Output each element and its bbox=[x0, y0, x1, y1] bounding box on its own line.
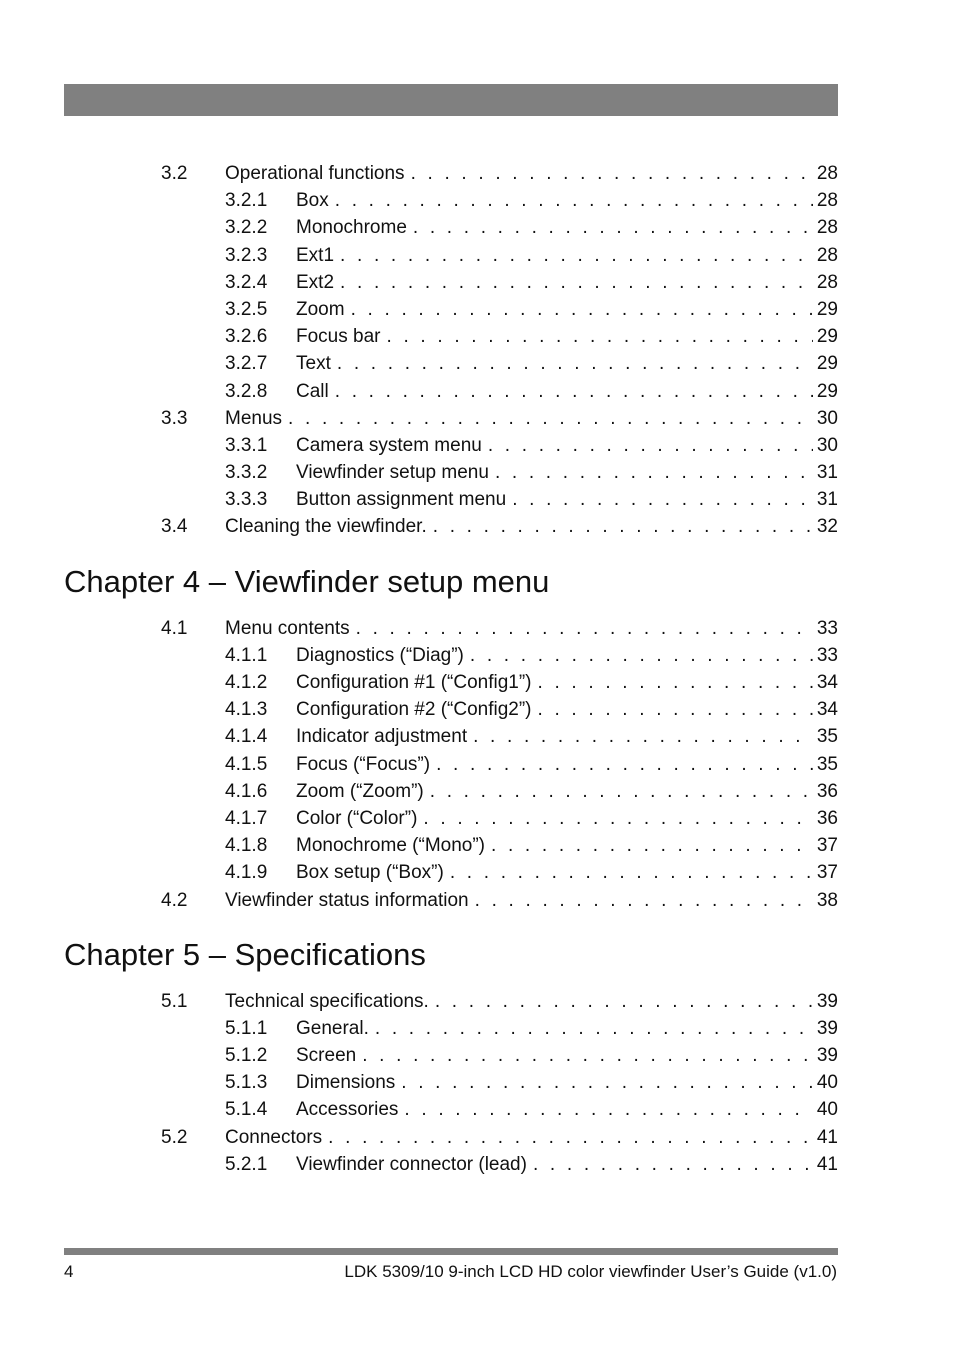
toc-entry-page-number: 37 bbox=[816, 862, 838, 884]
toc-entry-number: 4.1.9 bbox=[225, 862, 268, 884]
dot-leader bbox=[470, 642, 813, 669]
toc-entry-number: 3.2.1 bbox=[225, 190, 268, 212]
toc-entry-page-number: 29 bbox=[816, 298, 838, 320]
dot-leader bbox=[533, 1151, 813, 1178]
toc-subsection-entry[interactable] bbox=[64, 486, 838, 513]
toc-entry-page-number: 40 bbox=[816, 1099, 838, 1121]
toc-entry-number: 3.2.8 bbox=[225, 380, 268, 402]
toc-subsection-entry[interactable] bbox=[64, 723, 838, 750]
toc-subsection-entry[interactable] bbox=[64, 214, 838, 241]
dot-leader bbox=[512, 486, 813, 513]
toc-entry-number: 5.1.4 bbox=[225, 1099, 268, 1121]
dot-leader bbox=[328, 1124, 813, 1151]
toc-entry-page-number: 39 bbox=[816, 990, 838, 1012]
toc-subsection-entry[interactable] bbox=[64, 751, 838, 778]
toc-entry-page-number: 29 bbox=[816, 353, 838, 375]
toc-entry-title: Box bbox=[296, 190, 329, 212]
toc-entry-page-number: 39 bbox=[816, 1045, 838, 1067]
toc-entry-title: Diagnostics (“Diag”) bbox=[296, 644, 464, 666]
dot-leader bbox=[337, 350, 813, 377]
toc-entry-page-number: 31 bbox=[816, 489, 838, 511]
toc-entry-title: Operational functions bbox=[225, 163, 405, 184]
dot-leader bbox=[495, 459, 813, 486]
dot-leader bbox=[430, 778, 813, 805]
toc-entry-title: Viewfinder connector (lead) bbox=[296, 1153, 527, 1175]
toc-entry-number: 3.2.4 bbox=[225, 271, 268, 293]
toc-entry-number: 4.1 bbox=[161, 617, 188, 639]
toc-entry-number: 3.2.2 bbox=[225, 217, 268, 239]
dot-leader bbox=[488, 432, 813, 459]
toc-entry-title: Text bbox=[296, 353, 331, 375]
dot-leader bbox=[335, 378, 813, 405]
toc-entry-page-number: 36 bbox=[816, 807, 838, 829]
dot-leader bbox=[491, 832, 813, 859]
toc-entry-page-number: 38 bbox=[816, 889, 838, 911]
toc-entry-number: 3.4 bbox=[161, 516, 188, 538]
dot-leader bbox=[423, 805, 812, 832]
dot-leader bbox=[450, 859, 813, 886]
toc-entry-page-number: 29 bbox=[816, 326, 838, 348]
toc-entry-title: Screen bbox=[296, 1045, 357, 1067]
toc-subsection-entry[interactable] bbox=[64, 350, 838, 377]
toc-subsection-entry[interactable] bbox=[64, 642, 838, 669]
toc-section-entry[interactable] bbox=[64, 615, 838, 642]
toc-entry-number: 4.2 bbox=[161, 889, 188, 911]
toc-entry-number: 3.2.7 bbox=[225, 353, 268, 375]
toc-entry-page-number: 36 bbox=[816, 780, 838, 802]
toc-entry-number: 3.3.1 bbox=[225, 434, 268, 456]
toc-entry-number: 5.1.1 bbox=[225, 1017, 268, 1039]
toc-entry-number: 4.1.2 bbox=[225, 672, 268, 693]
toc-entry-page-number: 40 bbox=[816, 1072, 838, 1094]
toc-entry-page-number: 29 bbox=[816, 380, 838, 402]
toc-section-entry[interactable] bbox=[64, 405, 838, 432]
toc-entry-number: 5.1.2 bbox=[225, 1045, 268, 1067]
toc-entry-number: 3.2.6 bbox=[225, 326, 268, 348]
toc-subsection-entry[interactable] bbox=[64, 378, 838, 405]
dot-leader bbox=[411, 160, 813, 187]
toc-entry-page-number: 35 bbox=[816, 753, 838, 775]
toc-entry-number: 3.2.5 bbox=[225, 298, 268, 320]
toc-subsection-entry[interactable] bbox=[64, 432, 838, 459]
toc-subsection-entry[interactable] bbox=[64, 1151, 838, 1178]
dot-leader bbox=[538, 696, 813, 723]
table-of-contents bbox=[64, 160, 838, 1178]
toc-entry-number: 4.1.5 bbox=[225, 753, 268, 775]
toc-entry-title: General. bbox=[296, 1017, 369, 1039]
dot-leader bbox=[436, 751, 813, 778]
toc-section-entry[interactable] bbox=[64, 988, 838, 1015]
toc-entry-title: Configuration #2 (“Config2”) bbox=[296, 699, 532, 721]
toc-entry-page-number: 32 bbox=[816, 516, 838, 538]
toc-subsection-entry[interactable] bbox=[64, 859, 838, 886]
toc-section-entry[interactable] bbox=[64, 1124, 838, 1151]
toc-entry-title: Box setup (“Box”) bbox=[296, 862, 444, 884]
toc-entry-title: Color (“Color”) bbox=[296, 807, 418, 829]
chapter-heading: Chapter 5 – Specifications bbox=[64, 936, 426, 972]
footer-document-title: LDK 5309/10 9-inch LCD HD color viewfinder User’s Guide (v1.0) bbox=[344, 1262, 837, 1281]
toc-entry-page-number: 28 bbox=[816, 271, 838, 293]
dot-leader bbox=[362, 1042, 813, 1069]
toc-entry-number: 5.2.1 bbox=[225, 1153, 268, 1175]
dot-leader bbox=[288, 405, 813, 432]
toc-entry-number: 5.2 bbox=[161, 1126, 188, 1148]
toc-entry-number: 4.1.1 bbox=[225, 644, 268, 666]
toc-entry-page-number: 39 bbox=[816, 1017, 838, 1039]
toc-entry-page-number: 41 bbox=[816, 1126, 838, 1148]
toc-entry-title: Zoom (“Zoom”) bbox=[296, 780, 424, 802]
toc-entry-title: Accessories bbox=[296, 1099, 399, 1121]
toc-entry-page-number: 37 bbox=[816, 835, 838, 857]
toc-entry-number: 4.1.7 bbox=[225, 807, 268, 829]
toc-entry-number: 3.3 bbox=[161, 407, 188, 429]
toc-entry-number: 4.1.6 bbox=[225, 780, 268, 802]
toc-subsection-entry[interactable] bbox=[64, 1096, 838, 1123]
toc-entry-page-number: 35 bbox=[816, 726, 838, 748]
toc-subsection-entry[interactable] bbox=[64, 459, 838, 486]
toc-entry-title: Zoom bbox=[296, 298, 345, 320]
dot-leader bbox=[340, 269, 813, 296]
toc-entry-page-number: 30 bbox=[816, 434, 838, 456]
dot-leader bbox=[435, 988, 813, 1015]
header-band bbox=[64, 84, 838, 116]
toc-section-entry[interactable] bbox=[64, 160, 838, 187]
toc-entry-title: Connectors bbox=[225, 1126, 323, 1148]
toc-subsection-entry[interactable] bbox=[64, 296, 838, 323]
toc-entry-page-number: 41 bbox=[816, 1153, 838, 1175]
dot-leader bbox=[433, 513, 813, 540]
toc-entry-title: Viewfinder status information bbox=[225, 889, 469, 911]
toc-entry-page-number: 33 bbox=[816, 644, 838, 666]
dot-leader bbox=[401, 1069, 813, 1096]
dot-leader bbox=[475, 887, 813, 914]
toc-entry-title: Configuration #1 (“Config1”) bbox=[296, 672, 532, 693]
toc-entry-page-number: 34 bbox=[816, 672, 838, 693]
toc-entry-title: Viewfinder setup menu bbox=[296, 462, 489, 484]
toc-subsection-entry[interactable] bbox=[64, 269, 838, 296]
toc-subsection-entry[interactable] bbox=[64, 805, 838, 832]
toc-subsection-entry[interactable] bbox=[64, 696, 838, 723]
toc-entry-title: Dimensions bbox=[296, 1072, 396, 1094]
toc-entry-title: Focus (“Focus”) bbox=[296, 753, 431, 775]
toc-subsection-entry[interactable] bbox=[64, 669, 838, 696]
dot-leader bbox=[538, 669, 813, 696]
toc-entry-page-number: 30 bbox=[816, 407, 838, 429]
toc-entry-page-number: 34 bbox=[816, 699, 838, 721]
dot-leader bbox=[404, 1096, 812, 1123]
toc-entry-page-number: 28 bbox=[816, 217, 838, 239]
dot-leader bbox=[351, 296, 813, 323]
toc-entry-number: 4.1.8 bbox=[225, 835, 268, 857]
toc-entry-title: Cleaning the viewfinder. bbox=[225, 516, 427, 538]
dot-leader bbox=[386, 323, 812, 350]
dot-leader bbox=[335, 187, 813, 214]
toc-entry-title: Monochrome bbox=[296, 217, 407, 239]
toc-section-entry[interactable] bbox=[64, 887, 838, 914]
toc-entry-number: 3.3.2 bbox=[225, 462, 268, 484]
toc-subsection-entry[interactable] bbox=[64, 832, 838, 859]
toc-subsection-entry[interactable] bbox=[64, 1042, 838, 1069]
toc-entry-title: Button assignment menu bbox=[296, 489, 507, 511]
toc-entry-number: 3.2 bbox=[161, 163, 188, 184]
toc-entry-number: 3.2.3 bbox=[225, 244, 268, 266]
toc-entry-page-number: 28 bbox=[816, 190, 838, 212]
toc-entry-number: 4.1.3 bbox=[225, 699, 268, 721]
toc-subsection-entry[interactable] bbox=[64, 242, 838, 269]
toc-entry-title: Ext2 bbox=[296, 271, 335, 293]
toc-subsection-entry[interactable] bbox=[64, 187, 838, 214]
toc-entry-title: Indicator adjustment bbox=[296, 726, 468, 748]
toc-subsection-entry[interactable] bbox=[64, 778, 838, 805]
toc-entry-title: Ext1 bbox=[296, 244, 335, 266]
dot-leader bbox=[473, 723, 813, 750]
dot-leader bbox=[413, 214, 813, 241]
dot-leader bbox=[356, 615, 813, 642]
footer-page-number: 4 bbox=[64, 1262, 74, 1281]
toc-subsection-entry[interactable] bbox=[64, 1069, 838, 1096]
chapter-heading: Chapter 4 – Viewfinder setup menu bbox=[64, 563, 550, 599]
dot-leader bbox=[375, 1015, 813, 1042]
toc-entry-page-number: 33 bbox=[816, 617, 838, 639]
toc-entry-page-number: 28 bbox=[816, 244, 838, 266]
toc-entry-title: Menus bbox=[225, 407, 283, 429]
toc-entry-number: 4.1.4 bbox=[225, 726, 268, 748]
toc-entry-title: Menu contents bbox=[225, 617, 350, 639]
toc-entry-number: 5.1 bbox=[161, 990, 188, 1012]
toc-entry-title: Camera system menu bbox=[296, 434, 482, 456]
dot-leader bbox=[340, 242, 813, 269]
toc-subsection-entry[interactable] bbox=[64, 323, 838, 350]
toc-entry-title: Monochrome (“Mono”) bbox=[296, 835, 485, 857]
toc-subsection-entry[interactable] bbox=[64, 1015, 838, 1042]
toc-section-entry[interactable] bbox=[64, 513, 838, 540]
toc-entry-number: 3.3.3 bbox=[225, 489, 268, 511]
footer-rule bbox=[64, 1248, 838, 1255]
toc-entry-title: Technical specifications. bbox=[225, 990, 429, 1012]
toc-entry-title: Focus bar bbox=[296, 326, 381, 348]
toc-entry-number: 5.1.3 bbox=[225, 1072, 268, 1094]
toc-entry-page-number: 28 bbox=[816, 163, 838, 184]
toc-entry-title: Call bbox=[296, 380, 329, 402]
toc-entry-page-number: 31 bbox=[816, 462, 838, 484]
